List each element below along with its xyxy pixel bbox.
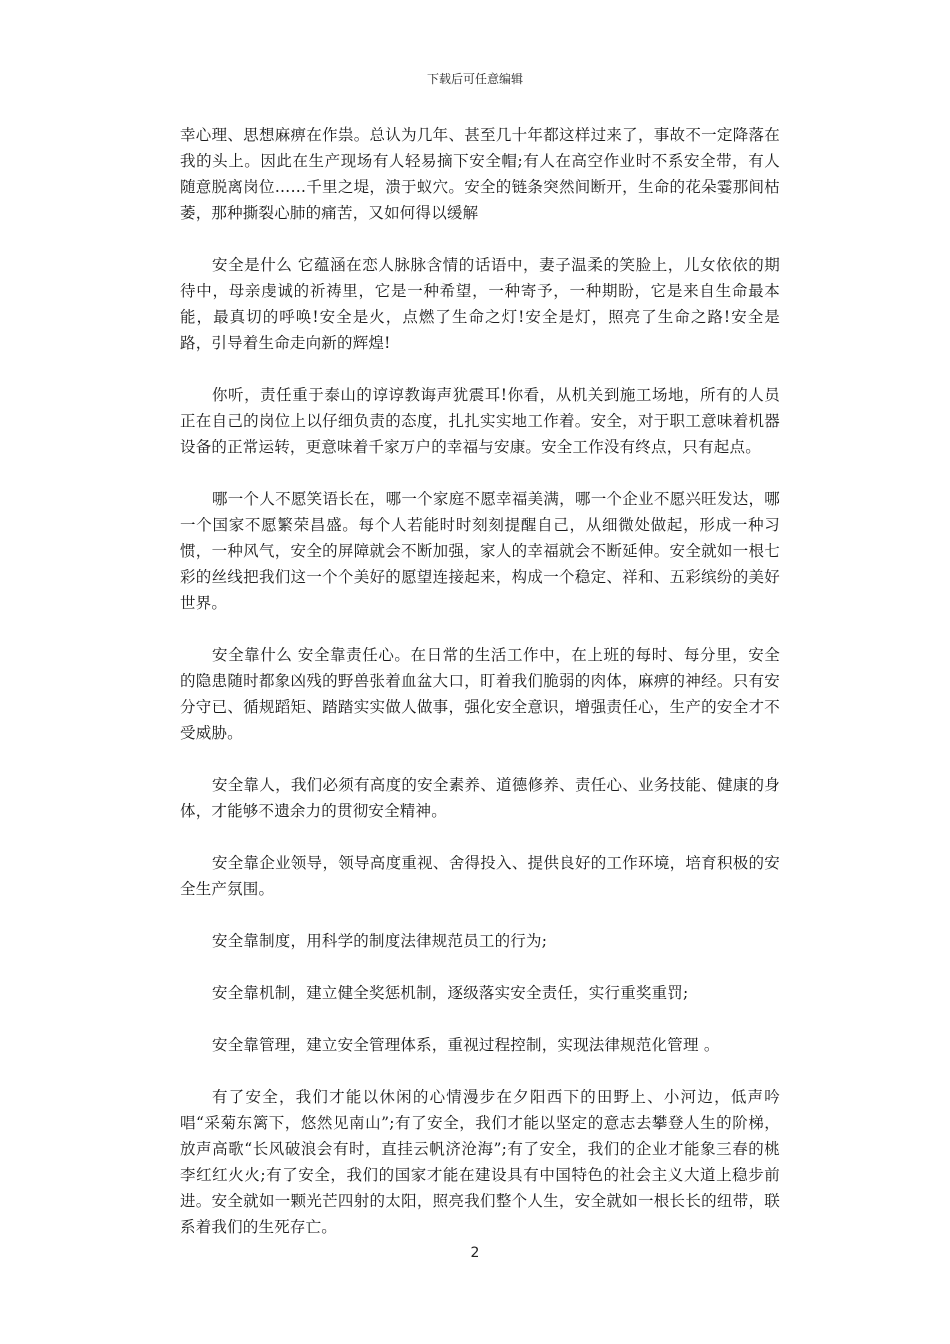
paragraph: 安全靠管理，建立安全管理体系，重视过程控制，实现法律规范化管理 。 [212,1036,720,1054]
document-body [180,122,780,1266]
paragraph: 有了安全，我们才能以休闲的心情漫步在夕阳西下的田野上、小河边，低声吟唱“采菊东篱下，悠然见南山”;有了安全，我们才能以坚定的意志去攀登人生的阶梯，放声高歌“长风破浪会有时，直挂云帆济沧海”;有了安全，我们的企业才能象三春的桃李红红火火;有了安全，我们的国家才能在建设具有中国特色的社会主义大道上稳步前进。安全就如一颗光芒四射的太阳，照亮我们整个人生，安全就如一根长长的纽带，联系着我们的生死存亡。 [180,1088,780,1236]
paragraph: 安全靠制度，用科学的制度法律规范员工的行为; [212,932,548,950]
paragraph: 安全靠机制，建立健全奖惩机制，逐级落实安全责任，实行重奖重罚; [212,984,689,1002]
page-header: 下载后可任意编辑 [426,72,523,86]
paragraph: 安全靠什么 安全靠责任心。在日常的生活工作中，在上班的每时、每分里，安全的隐患随时都象凶残的野兽张着血盆大口，盯着我们脆弱的肉体，麻痹的神经。只有安分守已、循规蹈矩、踏踏实实做人做事，强化安全意识，增强责任心，生产的安全才不受威胁。 [180,646,780,742]
paragraph: 安全是什么 它蕴涵在恋人脉脉含情的话语中，妻子温柔的笑脸上，儿女依依的期待中，母亲虔诚的祈祷里，它是一种希望，一种寄予，一种期盼，它是来自生命最本能，最真切的呼唤!安全是火，点燃了生命之灯!安全是灯，照亮了生命之路!安全是路，引导着生命走向新的辉煌! [180,256,780,352]
paragraph: 安全靠企业领导，领导高度重视、舍得投入、提供良好的工作环境，培育积极的安全生产氛围。 [180,854,780,898]
page-number: 2 [470,1245,480,1261]
paragraph: 幸心理、思想麻痹在作祟。总认为几年、甚至几十年都这样过来了，事故不一定降落在我的头上。因此在生产现场有人轻易摘下安全帽;有人在高空作业时不系安全带，有人随意脱离岗位……千里之堤，溃于蚁穴。安全的链条突然间断开，生命的花朵霎那间枯萎，那种撕裂心肺的痛苦，又如何得以缓解 [180,126,780,222]
paragraph: 安全靠人，我们必须有高度的安全素养、道德修养、责任心、业务技能、健康的身体，才能够不遗余力的贯彻安全精神。 [180,776,780,820]
paragraph: 你听，责任重于泰山的谆谆教诲声犹震耳!你看，从机关到施工场地，所有的人员正在自己的岗位上以仔细负责的态度，扎扎实实地工作着。安全，对于职工意味着机器设备的正常运转，更意味着千家万户的幸福与安康。安全工作没有终点，只有起点。 [180,386,780,456]
paragraph: 哪一个人不愿笑语长在，哪一个家庭不愿幸福美满，哪一个企业不愿兴旺发达，哪一个国家不愿繁荣昌盛。每个人若能时时刻刻提醒自己，从细微处做起，形成一种习惯，一种风气，安全的屏障就会不断加强，家人的幸福就会不断延伸。安全就如一根七彩的丝线把我们这一个个美好的愿望连接起来，构成一个稳定、祥和、五彩缤纷的美好世界。 [180,490,780,612]
